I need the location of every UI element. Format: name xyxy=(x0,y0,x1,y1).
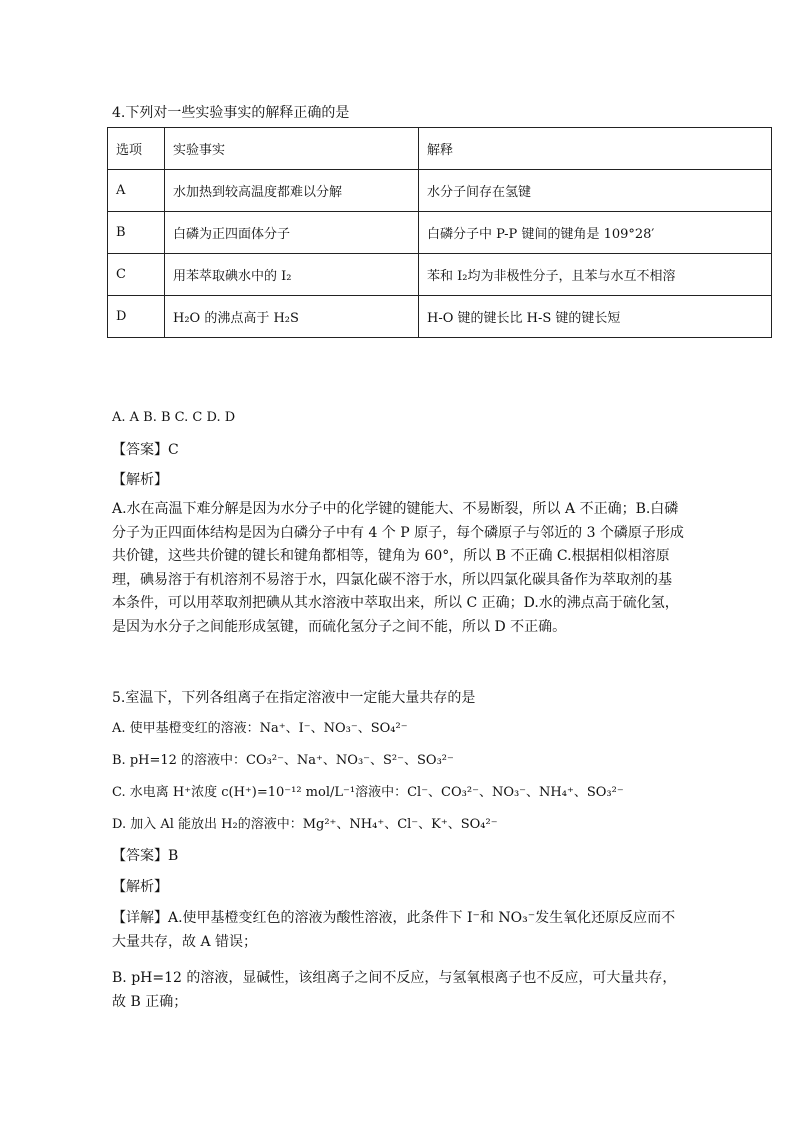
question-5-analysis-label: 【解析】 xyxy=(112,879,168,895)
question-5-option-b: B. pH=12 的溶液中：CO₃²⁻、Na⁺、NO₃⁻、S²⁻、SO₃²⁻ xyxy=(112,753,454,768)
table-row xyxy=(108,254,772,296)
question-5-option-c: C. 水电离 H⁺浓度 c(H⁺)=10⁻¹² mol/L⁻¹溶液中：Cl⁻、CO₃²⁻、NO₃⁻、NH₄⁺、SO₃²⁻ xyxy=(112,785,624,800)
question-4-title: 4.下列对一些实验事实的解释正确的是 xyxy=(112,105,350,121)
row-explanation: 水分子间存在氢键 xyxy=(419,170,772,212)
experiment-table xyxy=(107,127,772,338)
question-5-answer: 【答案】B xyxy=(112,848,179,864)
row-fact: 水加热到较高温度都难以分解 xyxy=(165,170,419,212)
question-4-analysis: A.水在高温下难分解是因为水分子中的化学键的键能大、不易断裂，所以 A 不正确；B.白磷分子为正四面体结构是因为白磷分子中有 4 个 P 原子，每个磷原子与邻近的 3 个磷原子形成共价键，这些共价键的键长和键角都相等，键角为 60°，所以 B 不正确 C.根据相似相溶原理，碘易溶于有机溶剂不易溶于水，四氯化碳不溶于水，所以四氯化碳具备作为萃取剂的基本条件，可以用萃取剂把碘从其水溶液中萃取出来，所以 C 正确；D.水的沸点高于硫化氢，是因为水分子之间能形成氢键，而硫化氢分子之间不能，所以 D 不正确。 xyxy=(112,501,684,635)
question-4-analysis-label: 【解析】 xyxy=(112,472,168,488)
question-5-detail-a: 【详解】A.使甲基橙变红色的溶液为酸性溶液，此条件下 I⁻和 NO₃⁻发生氧化还原反应而不大量共存，故 A 错误； xyxy=(112,910,676,950)
question-5-title: 5.室温下，下列各组离子在指定溶液中一定能大量共存的是 xyxy=(112,690,476,706)
table-header-row xyxy=(108,128,772,170)
row-explanation: 白磷分子中 P-P 键间的键角是 109°28′ xyxy=(419,212,772,254)
row-explanation: 苯和 I₂均为非极性分子，且苯与水互不相溶 xyxy=(419,254,772,296)
row-fact: 用苯萃取碘水中的 I₂ xyxy=(165,254,419,296)
header-explanation: 解释 xyxy=(419,128,772,170)
row-option: C xyxy=(108,254,165,296)
row-option: B xyxy=(108,212,165,254)
question-5-option-a: A. 使甲基橙变红的溶液：Na⁺、I⁻、NO₃⁻、SO₄²⁻ xyxy=(112,721,408,736)
row-explanation: H-O 键的键长比 H-S 键的键长短 xyxy=(419,296,772,338)
table-row xyxy=(108,212,772,254)
row-option: D xyxy=(108,296,165,338)
question-5-detail-b: B. pH=12 的溶液，显碱性，该组离子之间不反应，与氢氧根离子也不反应，可大量共存，故 B 正确； xyxy=(112,970,677,1010)
row-fact: 白磷为正四面体分子 xyxy=(165,212,419,254)
table-row xyxy=(108,296,772,338)
question-5-option-d: D. 加入 Al 能放出 H₂的溶液中：Mg²⁺、NH₄⁺、Cl⁻、K⁺、SO₄²⁻ xyxy=(112,817,498,832)
question-4-answer: 【答案】C xyxy=(112,442,179,458)
header-fact: 实验事实 xyxy=(165,128,419,170)
row-option: A xyxy=(108,170,165,212)
header-option: 选项 xyxy=(108,128,165,170)
row-fact: H₂O 的沸点高于 H₂S xyxy=(165,296,419,338)
table-row xyxy=(108,170,772,212)
question-4-choices: A. A B. B C. C D. D xyxy=(112,410,236,425)
